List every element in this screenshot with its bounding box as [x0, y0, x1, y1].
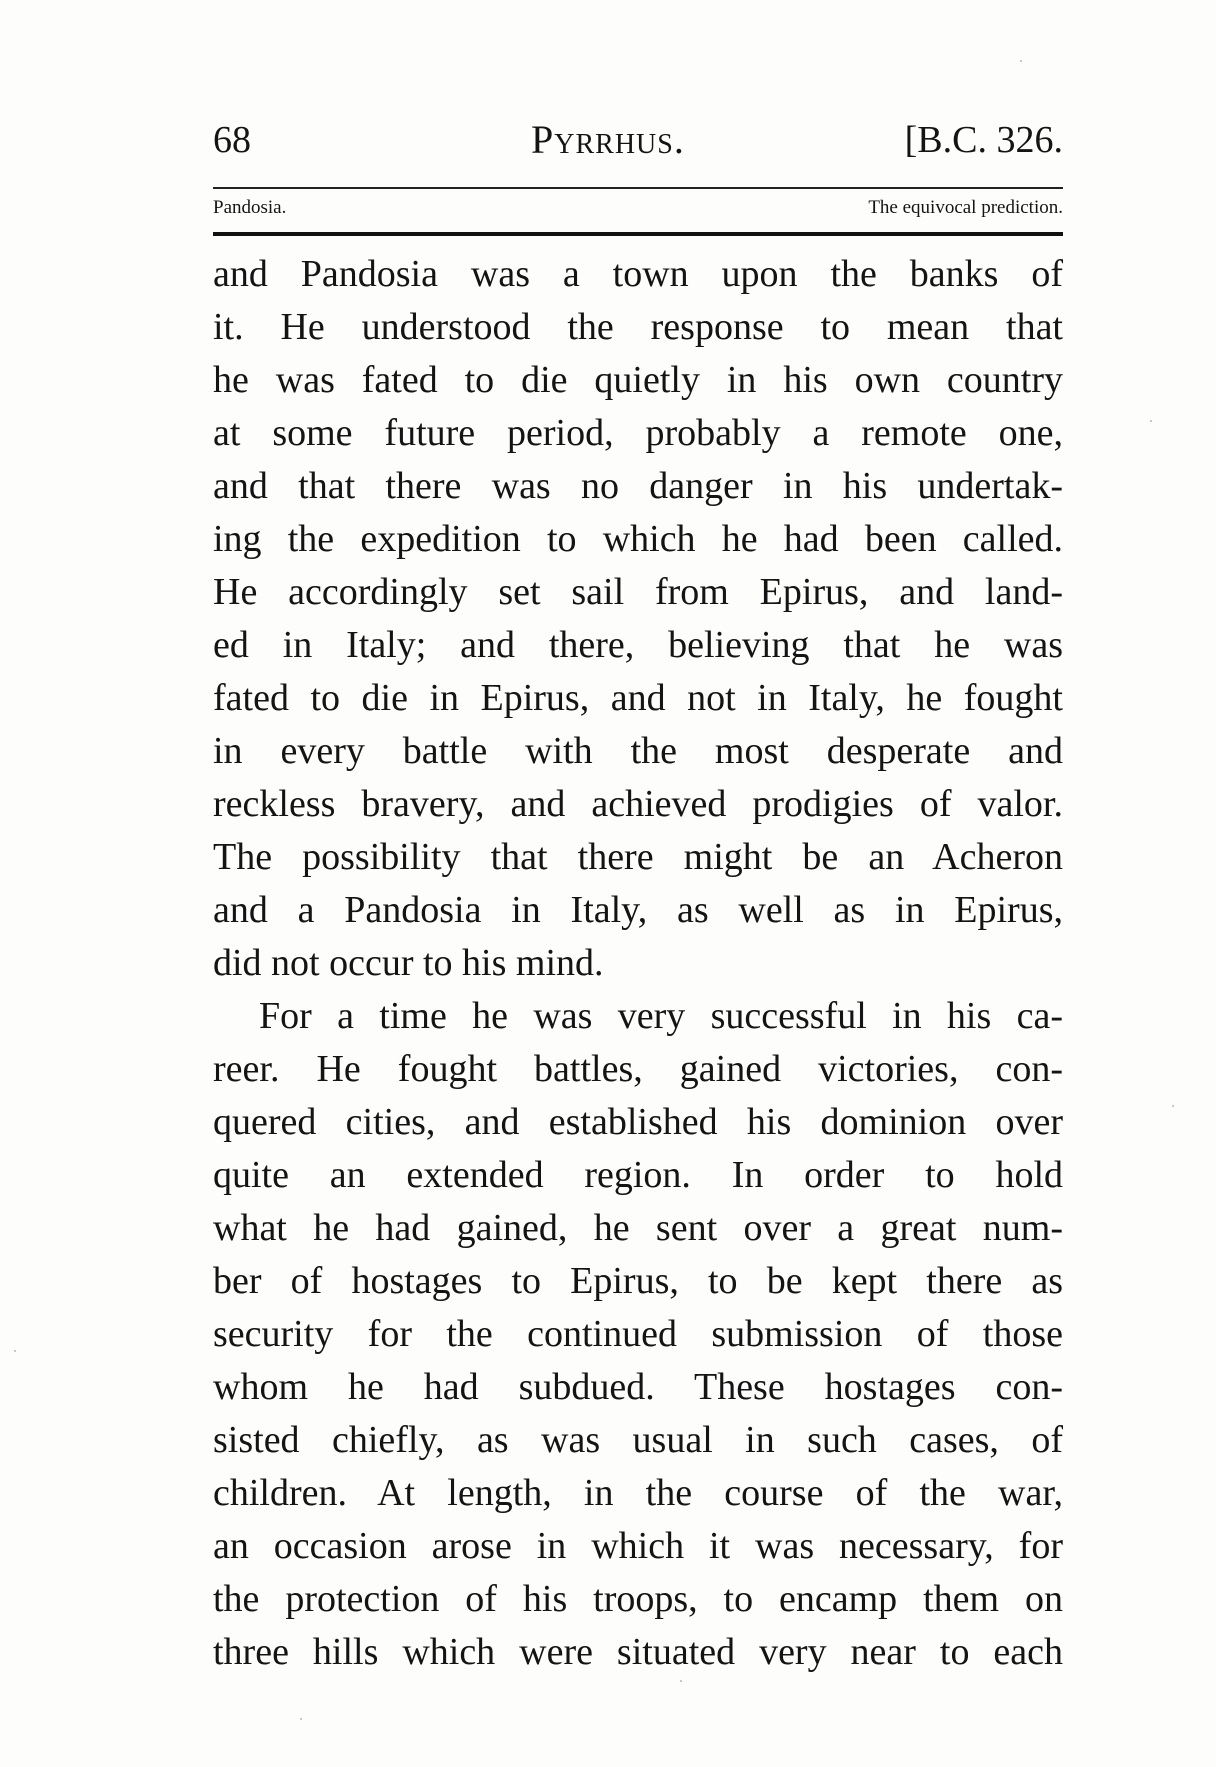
text-line: and a Pandosia in Italy, as well as in Epirus, — [213, 889, 1063, 931]
side-heading-rule — [213, 232, 1063, 236]
text-line: For a time he was very successful in his ca- — [259, 995, 1063, 1037]
header-rule — [213, 187, 1063, 189]
text-line: it. He understood the response to mean that — [213, 306, 1063, 348]
scan-speck — [14, 1350, 16, 1352]
running-head — [213, 112, 1063, 168]
text-line: ing the expedition to which he had been called. — [213, 518, 1063, 560]
scan-speck — [680, 1680, 682, 1682]
scan-speck — [300, 1718, 302, 1720]
text-line: whom he had subdued. These hostages con- — [213, 1366, 1063, 1408]
side-heading-left: Pandosia. — [213, 197, 287, 218]
scan-speck — [1020, 60, 1022, 62]
side-headings — [213, 193, 1063, 223]
text-line: The possibility that there might be an Acheron — [213, 836, 1063, 878]
scan-speck — [1150, 420, 1152, 422]
text-line: did not occur to his mind. — [213, 942, 604, 984]
text-line: security for the continued submission of those — [213, 1313, 1063, 1355]
page-number: 68 — [213, 119, 251, 161]
scan-speck — [1172, 1105, 1174, 1107]
text-line: reer. He fought battles, gained victories, con- — [213, 1048, 1063, 1090]
text-line: and Pandosia was a town upon the banks of — [213, 253, 1063, 295]
paragraph-1 — [213, 248, 1063, 990]
text-line: reckless bravery, and achieved prodigies of valor. — [213, 783, 1063, 825]
text-line: at some future period, probably a remote one, — [213, 412, 1063, 454]
text-line: sisted chiefly, as was usual in such cases, of — [213, 1419, 1063, 1461]
text-line: what he had gained, he sent over a great num- — [213, 1207, 1063, 1249]
text-line: quite an extended region. In order to hold — [213, 1154, 1063, 1196]
text-line: in every battle with the most desperate and — [213, 730, 1063, 772]
text-line: He accordingly set sail from Epirus, and land- — [213, 571, 1063, 613]
body-text — [213, 248, 1063, 1679]
text-line: three hills which were situated very near to each — [213, 1631, 1063, 1673]
text-line: fated to die in Epirus, and not in Italy, he fought — [213, 677, 1063, 719]
side-heading-right: The equivocal prediction. — [868, 197, 1063, 218]
date-label: [B.C. 326. — [904, 119, 1063, 161]
text-line: an occasion arose in which it was necessary, for — [213, 1525, 1063, 1567]
text-line: and that there was no danger in his undertak- — [213, 465, 1063, 507]
text-line: children. At length, in the course of the war, — [213, 1472, 1063, 1514]
text-line: the protection of his troops, to encamp them on — [213, 1578, 1063, 1620]
paragraph-2 — [213, 990, 1063, 1679]
text-line: he was fated to die quietly in his own country — [213, 359, 1063, 401]
book-title: Pyrrhus. — [531, 117, 685, 162]
text-line: ed in Italy; and there, believing that he was — [213, 624, 1063, 666]
text-line: ber of hostages to Epirus, to be kept there as — [213, 1260, 1063, 1302]
text-line: quered cities, and established his dominion over — [213, 1101, 1063, 1143]
